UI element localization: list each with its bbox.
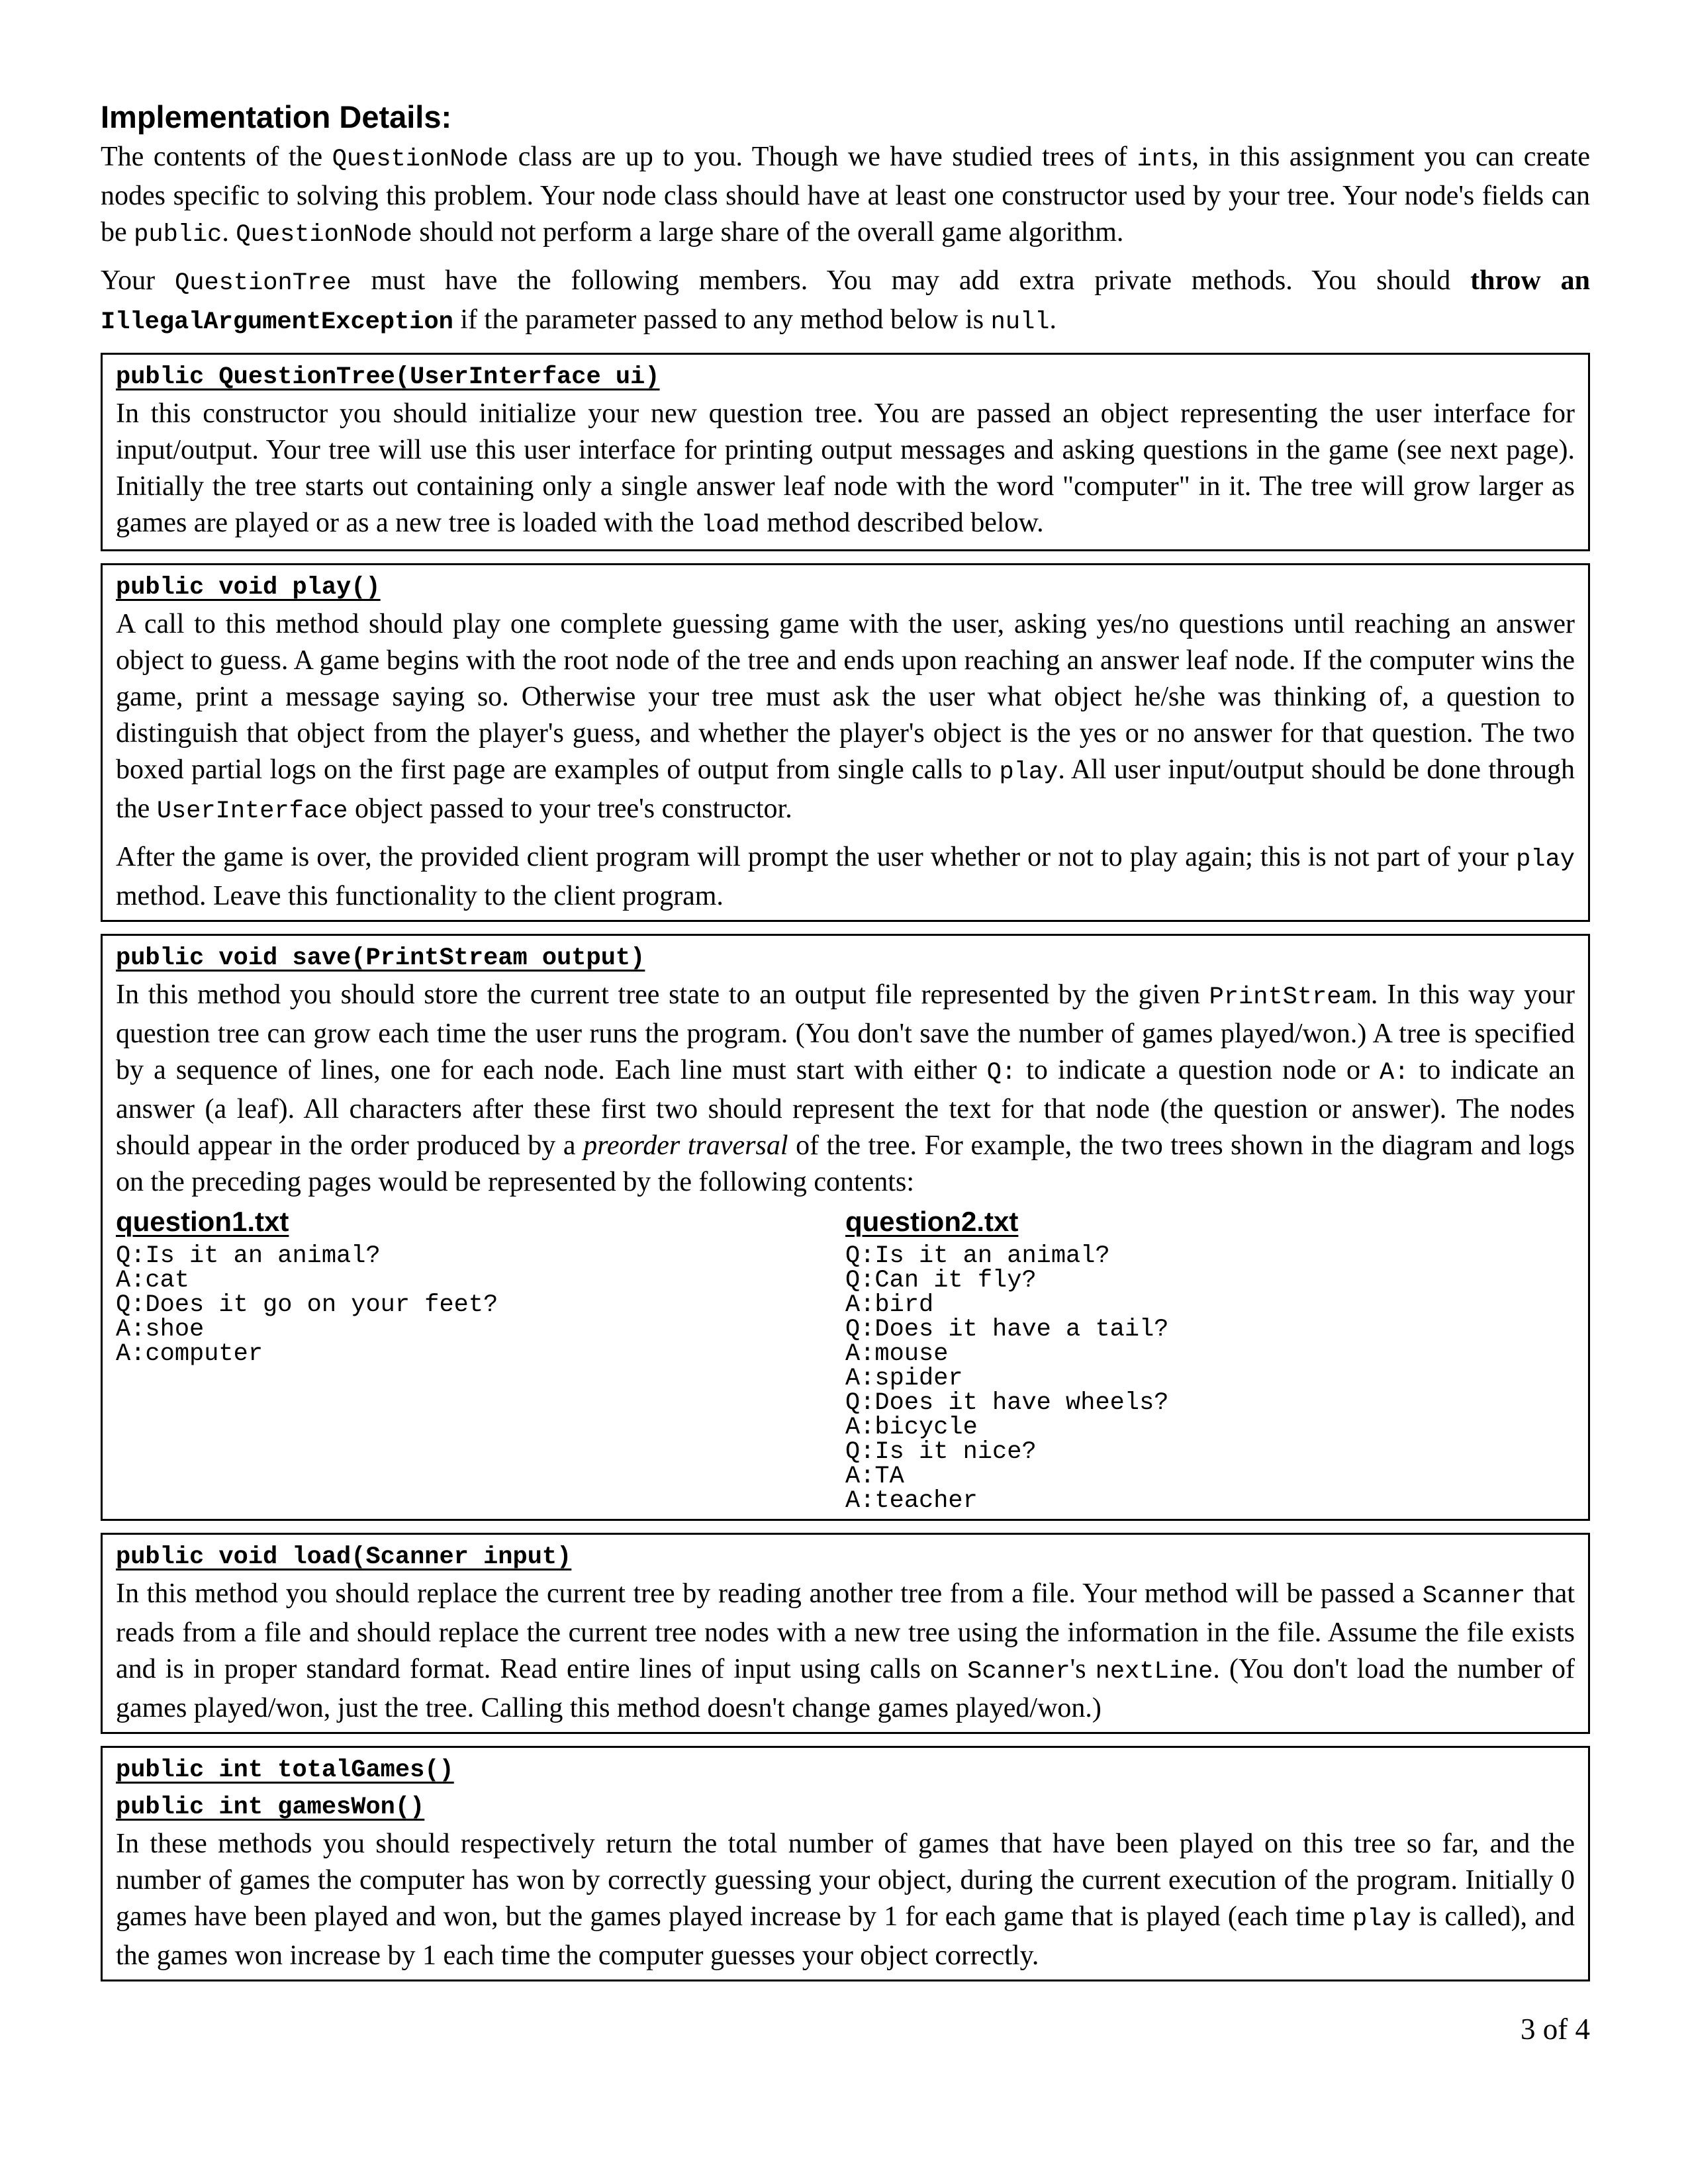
code-int: int [1137, 146, 1182, 174]
text: Your [101, 265, 175, 296]
file-line: A:shoe [116, 1316, 205, 1344]
method-description [116, 977, 1575, 1201]
file-line: Q:Does it have wheels? [845, 1389, 1169, 1418]
code-scanner: Scanner [967, 1658, 1070, 1686]
text: if the parameter passed to any method below is [453, 304, 991, 336]
text: method. Leave this functionality to the client program. [116, 881, 724, 912]
text: In this method you should store the current tree state to an output file represented by the given [116, 979, 1209, 1011]
code-play: play [1516, 846, 1575, 874]
code-play: play [999, 758, 1058, 787]
code-play: play [1352, 1905, 1411, 1934]
example-file-2 [845, 1203, 1575, 1514]
text: to indicate a question node or [1016, 1055, 1380, 1086]
counts-method-box [101, 1746, 1590, 1981]
file-contents [845, 1244, 1575, 1514]
method-signature-totalgames: public int totalGames() [116, 1756, 454, 1785]
save-method-box [101, 934, 1590, 1521]
code-questiontree: QuestionTree [175, 269, 352, 298]
code-printstream: PrintStream [1209, 983, 1371, 1012]
method-description [116, 1826, 1575, 1974]
code-q-prefix: Q: [986, 1059, 1017, 1087]
file-line: Q:Is it nice? [845, 1438, 1037, 1467]
code-public: public [134, 221, 222, 250]
text: should not perform a large share of the overall game algorithm. [412, 217, 1124, 248]
document-page [101, 99, 1590, 1981]
intro-paragraph-2 [101, 263, 1590, 341]
example-files [116, 1203, 1575, 1514]
file-name: question1.txt [116, 1206, 289, 1238]
method-signature: public void load(Scanner input) [116, 1543, 572, 1572]
text: is called), and the games won increase by 1 each time the computer guesses your object correctly. [116, 1901, 1575, 1972]
example-file-1 [116, 1203, 845, 1514]
text: . All user input/output should be done through the [116, 754, 1575, 825]
method-description [116, 606, 1575, 830]
page-number: 3 of 4 [1521, 2013, 1590, 2046]
text: . In this way your question tree can grow each time the user runs the program. (You don't save the number of games played/won.) A tree is specified by a sequence of lines, one for each node. Each line must start with either [116, 979, 1575, 1086]
text: In these methods you should respectively return the total number of games that have been played on this tree so far, and the number of games the computer has won by correctly guessing your object, during the current execution of the program. Initially 0 games have been played and won, but the games played increase by 1 for each game that is played (each time [116, 1829, 1575, 1933]
load-method-box [101, 1533, 1590, 1734]
file-line: A:mouse [845, 1340, 949, 1369]
text: 's [1070, 1654, 1096, 1685]
text: A call to this method should play one complete guessing game with the user, asking yes/no questions until reaching an answer object to guess. A game begins with the root node of the tree and ends upon reaching an answer leaf node. If the computer wins the game, print a message saying so. Otherwise your tree must ask the user what object he/she was thinking of, a question to distinguish that object from the player's guess, and whether the player's object is the yes or no answer for that question. The two boxed partial logs on the first page are examples of output from single calls to [116, 609, 1575, 786]
file-line: A:computer [116, 1340, 263, 1369]
bold-text: throw an [1470, 265, 1590, 296]
file-line: Q:Is it an animal? [845, 1242, 1110, 1271]
file-line: A:spider [845, 1365, 963, 1393]
file-line: A:TA [845, 1463, 904, 1491]
code-a-prefix: A: [1380, 1059, 1409, 1087]
play-method-box [101, 563, 1590, 922]
text: method described below. [759, 508, 1044, 539]
code-questionnode: QuestionNode [236, 221, 412, 250]
text: object passed to your tree's constructor. [348, 794, 792, 825]
text: must have the following members. You may add extra private methods. You should [351, 265, 1471, 296]
method-description [116, 1576, 1575, 1727]
italic-text: preorder traversal [583, 1130, 788, 1161]
file-line: A:cat [116, 1267, 190, 1295]
code-load: load [701, 512, 760, 540]
file-contents [116, 1244, 845, 1367]
method-signature-gameswon: public int gamesWon() [116, 1794, 425, 1822]
text: . (You don't load the number of games played/won, just the tree. Calling this method doesn't change games played/won.) [116, 1654, 1575, 1724]
code-userinterface: UserInterface [156, 797, 348, 826]
text: After the game is over, the provided client program will prompt the user whether or not to play again; this is not part of your [116, 842, 1517, 873]
method-description [116, 396, 1575, 544]
text: class are up to you. Though we have studied trees of [508, 142, 1137, 173]
text: . [1049, 304, 1056, 336]
file-line: Q:Does it go on your feet? [116, 1291, 498, 1320]
text: of the tree. For example, the two trees shown in the diagram and logs on the preceding pages would be represented by the following contents: [116, 1130, 1575, 1198]
text: The contents of the [101, 142, 332, 173]
text: s, in this assignment you can create nodes specific to solving this problem. Your node class should have at least one constructor used by your tree. Your node's fields can be [101, 142, 1591, 248]
constructor-method-box [101, 353, 1590, 551]
code-scanner: Scanner [1422, 1582, 1526, 1611]
text: In this method you should replace the current tree by reading another tree from a file. Your method will be passed a [116, 1578, 1423, 1610]
intro-paragraph-1 [101, 139, 1590, 253]
code-null: null [990, 308, 1050, 337]
text: In this constructor you should initialize your new question tree. You are passed an object representing the user interface for input/output. Your tree will use this user interface for printing output messages and asking questions in the game (see next page). Initially the tree starts out containing only a single answer leaf node with the word "computer" in it. The tree will grow larger as games are played or as a new tree is loaded with the [116, 398, 1575, 539]
section-heading: Implementation Details: [101, 99, 452, 134]
method-signature: public void save(PrintStream output) [116, 944, 645, 973]
file-line: A:teacher [845, 1487, 978, 1516]
text: that reads from a file and should replace the current tree nodes with a new tree using the information in the file. Assume the file exists and is in proper standard format. Read entire lines of input using calls on [116, 1578, 1575, 1685]
method-signature: public QuestionTree(UserInterface ui) [116, 363, 660, 392]
file-line: Q:Can it fly? [845, 1267, 1037, 1295]
method-description-2 [116, 839, 1575, 915]
code-questionnode: QuestionNode [332, 146, 509, 174]
text: to indicate an answer (a leaf). All characters after these first two should represent the text for that node (the question or answer). The nodes should appear in the order produced by a [116, 1055, 1575, 1161]
code-illegalargumentexception: IllegalArgumentException [101, 308, 453, 337]
file-line: A:bicycle [845, 1414, 978, 1442]
file-line: Q:Does it have a tail? [845, 1316, 1169, 1344]
file-line: A:bird [845, 1291, 934, 1320]
file-line: Q:Is it an animal? [116, 1242, 381, 1271]
method-signature: public void play() [116, 574, 381, 602]
code-nextline: nextLine [1095, 1658, 1213, 1686]
file-name: question2.txt [845, 1206, 1019, 1238]
text: . [222, 217, 236, 248]
